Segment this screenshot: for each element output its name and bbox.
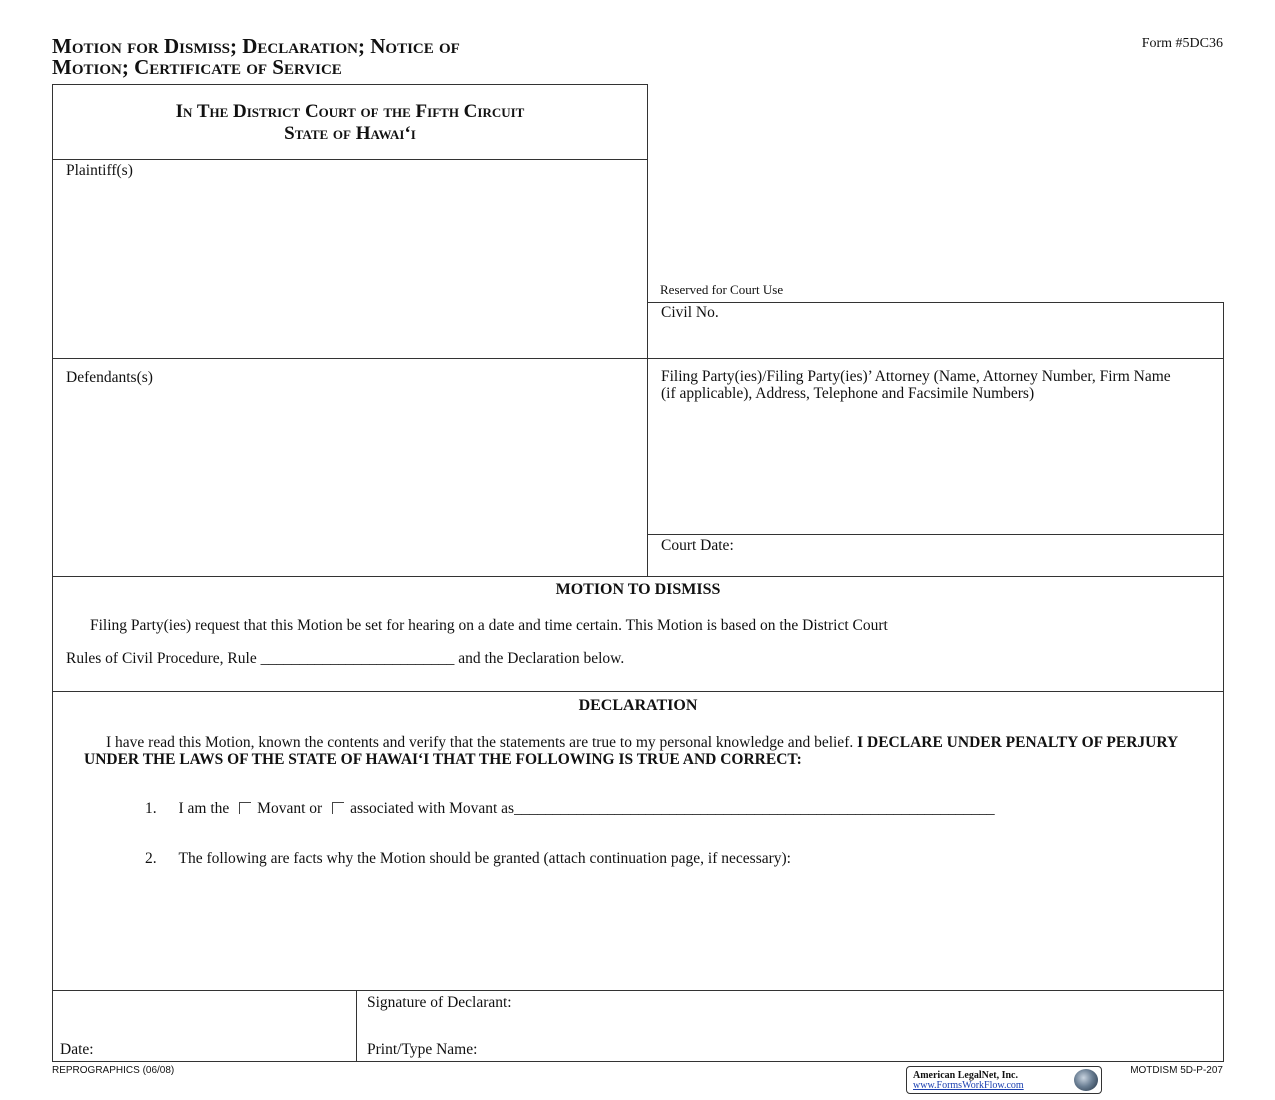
date-field[interactable]: [52, 990, 357, 1062]
print-name-label: Print/Type Name:: [367, 1041, 478, 1058]
movant-option: Movant or: [257, 800, 323, 817]
court-name: In The District Court of the Fifth Circuit: [175, 101, 525, 122]
form-title: [52, 36, 652, 78]
reprographics-code: REPROGRAPHICS (06/08): [52, 1065, 175, 1076]
declaration-section: [52, 691, 1224, 991]
globe-icon: [1074, 1069, 1098, 1091]
plaintiff-label: Plaintiff(s): [66, 162, 133, 179]
item2-number: 2.: [145, 850, 157, 867]
item1-text: I am the: [178, 800, 230, 817]
court-date-field[interactable]: [647, 534, 1224, 577]
declaration-perjury-statement: I DECLARE UNDER PENALTY OF PERJURY UNDER THE LAWS OF THE STATE OF HAWAI‘I THAT THE FOLLOWING IS TRUE AND CORRECT:: [84, 734, 1178, 768]
form-number: Form #5DC36: [1141, 36, 1223, 51]
american-legalnet-logo[interactable]: [906, 1066, 1102, 1094]
form-code: MOTDISM 5D-P-207: [1130, 1065, 1223, 1076]
motion-text-line1: Filing Party(ies) request that this Motion be set for hearing on a date and time certain. This Motion is based on the District Court: [90, 617, 888, 634]
declaration-intro-text: I have read this Motion, known the contents and verify that the statements are true to my personal knowledge and belief.: [106, 734, 854, 751]
logo-company-name: American LegalNet, Inc.: [913, 1070, 1018, 1081]
reserved-label: Reserved for Court Use: [660, 282, 784, 297]
item2-text: The following are facts why the Motion should be granted (attach continuation page, if necessary):: [178, 850, 791, 867]
filing-party-field[interactable]: [647, 358, 1224, 535]
associated-checkbox[interactable]: [332, 802, 344, 814]
signature-label: Signature of Declarant:: [367, 994, 512, 1011]
signature-field[interactable]: [356, 990, 1224, 1062]
plaintiff-field[interactable]: [52, 159, 648, 359]
court-caption-box: [52, 84, 648, 160]
defendant-label: Defendants(s): [66, 369, 153, 386]
form-title-line1: Motion for Dismiss; Declaration; Notice of: [52, 34, 460, 58]
declaration-intro: [84, 734, 1204, 768]
movant-checkbox[interactable]: [239, 802, 251, 814]
associated-option: associated with Movant as______________________________________________________________: [350, 800, 995, 817]
item1-number: 1.: [145, 800, 157, 817]
motion-section: [52, 576, 1224, 692]
court-date-label: Court Date:: [661, 537, 734, 554]
date-label: Date:: [60, 1041, 94, 1058]
declaration-item-2: [145, 850, 791, 868]
civil-no-field[interactable]: [647, 302, 1224, 359]
court-state: State of Hawai‘i: [284, 123, 416, 144]
motion-text-line2: Rules of Civil Procedure, Rule _________________________ and the Declaration below.: [66, 650, 625, 667]
filing-party-label: Filing Party(ies)/Filing Party(ies)’ Attorney (Name, Attorney Number, Firm Name (if applicable), Address, Telephone and Facsimile Numbers): [661, 368, 1171, 402]
form-title-line2: Motion; Certificate of Service: [52, 55, 342, 79]
declaration-item-1: [145, 800, 995, 818]
defendant-field[interactable]: [52, 358, 648, 577]
motion-heading: MOTION TO DISMISS: [555, 581, 721, 598]
declaration-heading: DECLARATION: [578, 697, 698, 714]
logo-url-link[interactable]: www.FormsWorkFlow.com: [913, 1080, 1024, 1091]
civil-no-label: Civil No.: [661, 304, 719, 321]
